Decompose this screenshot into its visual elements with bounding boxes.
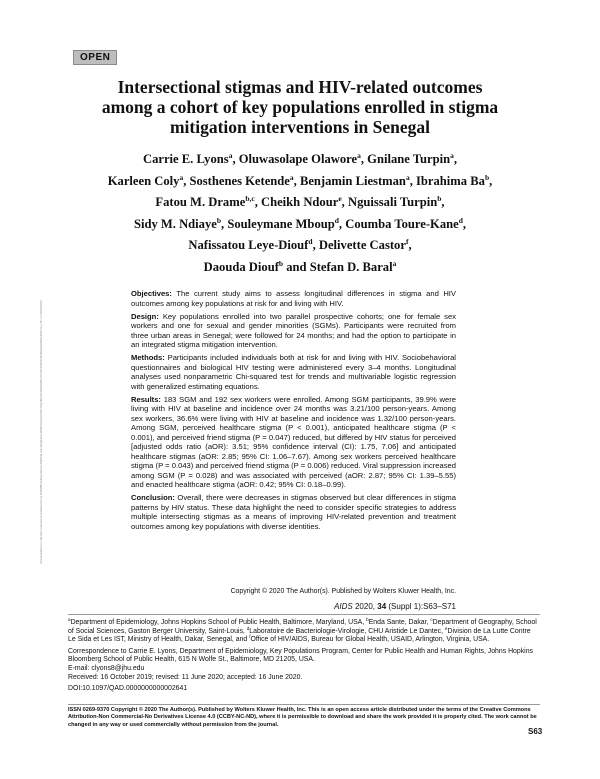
author-affiliation-marker: f xyxy=(405,237,409,246)
methods-label: Methods: xyxy=(131,353,165,362)
author-affiliation-marker: a xyxy=(392,258,397,268)
title-line: mitigation interventions in Senegal xyxy=(169,117,431,137)
author-name: Daouda Diouf xyxy=(203,259,279,274)
author-affiliation-marker: a xyxy=(289,172,294,182)
author-name: Oluwasolape Olawore xyxy=(238,152,358,166)
article-title xyxy=(30,77,570,137)
author-name: Ibrahima Ba xyxy=(416,173,485,188)
author-name: Coumba Toure-Kane xyxy=(345,216,459,231)
author-name: Sosthenes Ketende xyxy=(189,173,290,188)
results-label: Results: xyxy=(131,394,161,404)
author-name: Cheikh Ndour xyxy=(260,195,339,209)
author-affiliation-marker: a xyxy=(179,172,184,182)
open-access-badge: OPEN xyxy=(73,50,117,65)
received-dates: Received: 16 October 2019; revised: 11 June 2020; accepted: 16 June 2020. xyxy=(68,673,303,681)
author-affiliation-marker: b xyxy=(437,194,442,203)
author-affiliation-marker: b xyxy=(216,215,222,225)
email-address: E-mail: clyons8@jhu.edu xyxy=(68,664,145,672)
author-line: Fatou M. Drame$^{b,c}$, Cheikh Ndour$^e$, Nguissali Turpin$^b$, xyxy=(155,194,445,209)
download-watermark-text: Downloaded from http://journals.lww.com/aidsonline by BhDMf5ePHKav1zEoum1tQfN4a+kJLhEZgbsIHo4XMi0hCywCX1AWnYQp/IlQrHD3i3D0OdRyi7TvSFl4Cf3VC4/OAVpDDa8KKGKV0Ymy+78= on 09/14/2023 xyxy=(39,300,43,564)
affiliation-d: Laboratoire de Bacteriologie-Virologie, CHU Aristide Le Dantec, xyxy=(249,627,443,635)
author-affiliation-marker: a xyxy=(228,151,233,160)
author-affiliation-marker: d xyxy=(308,237,313,246)
objectives-text: The current study aims to assess longitudinal differences in stigma and HIV outcomes among key populations at risk for and living with HIV. xyxy=(131,289,456,308)
conclusion-label: Conclusion: xyxy=(131,493,175,502)
author-affiliation-marker: e xyxy=(338,194,342,203)
author-name: Fatou M. Drame xyxy=(155,195,246,209)
author-name: Carrie E. Lyons xyxy=(142,152,229,166)
design-label: Design: xyxy=(131,311,159,321)
affiliation-b: Enda Sante, Dakar, xyxy=(368,619,429,626)
design-text: Key populations enrolled into two parallel prospective cohorts; one for female sex workers and one for sexual and gender minorities (SGMs). Participants were recruited from three urban areas in Senegal; were followed for 24 months; and had the option to participate in an integrated stigma mitigation intervention. xyxy=(131,311,456,349)
author-name: and xyxy=(286,259,310,274)
affiliation-e: Division de La Lutte Contre Le Sida et Les IST, Ministry of Health, Dakar, Senegal, and xyxy=(68,627,531,644)
author-name: Stefan D. Baral xyxy=(309,259,393,274)
title-line: Intersectional stigmas and HIV-related outcomes xyxy=(117,77,483,97)
author-name: Gnilane Turpin xyxy=(367,152,451,166)
affiliation-c: Department of Geography, School of Social Sciences, Gaston Berger University, Saint-Louis, xyxy=(68,619,537,635)
author-name: Karleen Coly xyxy=(107,173,180,188)
author-name: Nafissatou Leye-Diouf xyxy=(188,238,309,252)
citation-volume: 34 xyxy=(377,602,387,611)
page-number: S63 xyxy=(528,727,543,736)
abstract-methods xyxy=(131,353,456,391)
author-affiliation-marker: b,c xyxy=(245,194,255,203)
results-text: 183 SGM and 192 sex workers were enrolled. Among SGM participants, 39.9% were living with HIV at baseline and incidence over 24 months was 3.21/100 person-years. Among sex workers, 36.6% were living with HIV at baseline and incidence was 1.32/100 person-years. Among SGM, perceived healthcare stigma (P < 0.001), anticipated healthcare stigma (P < 0.001), and perceived friend stigma (P = 0.047) reduced, but differed by HIV status for perceived [adjusted odds ratio (aOR): 3.51; 95% confidence interval (CI): 1.75, 7.06] and anticipated healthcare stigmas (aOR: 2.85; 95% CI: 1.06–7.67). Among sex workers perceived healthcare stigma (P = 0.043) and perceived friend stigma (P = 0.006) reduced. Viral suppression increased among SGM (P = 0.028) and was associated with perceived (aOR: 2.87; 95% CI: 1.39–5.55) and enacted healthcare stigma (aOR: 0.42; 95% CI: 0.18–0.99). xyxy=(131,394,456,489)
author-name: Nguissali Turpin xyxy=(347,195,438,209)
conclusion-text: Overall, there were decreases in stigmas observed but clear differences in stigma patterns by HIV status. These data highlight the need to consider specific strategies to address multiple intersecting stigmas as a means of improving HIV-related prevention and treatment outcomes among key populations with diverse identities. xyxy=(131,493,456,531)
author-affiliation-marker: b xyxy=(278,258,284,268)
author-affiliation-marker: a xyxy=(450,151,454,160)
methods-text: Participants included individuals both at risk for and living with HIV. Sociobehavioral questionnaires and biological HIV testing were administered every 3–4 months. Longitudinal analyses used nonparametric Chi-squared test for trends and multivariable logistic regression with generalized estimating equations. xyxy=(131,353,456,391)
objectives-label: Objectives: xyxy=(131,289,172,298)
title-line: among a cohort of key populations enrolled in stigma xyxy=(101,97,499,117)
author-affiliation-marker: d xyxy=(334,215,339,225)
author-name: Souleymane Mboup xyxy=(227,216,335,231)
author-list xyxy=(30,149,570,278)
article-footnotes xyxy=(68,619,540,694)
abstract-results xyxy=(131,395,456,490)
license-statement: ISSN 0269-9370 Copyright © 2020 The Author(s). Published by Wolters Kluwer Health, Inc. This is an open access article distributed under the terms of the Creative Commons Attribution-Non Commercial-No Derivatives License 4.0 (CCBY-NC-ND), where it is permissible to download and share the work provided it is properly cited. The work cannot be changed in any way or used commercially without permission from the journal. xyxy=(68,707,537,728)
author-line: Carrie E. Lyons$^a$, Oluwasolape Olawore$^a$, Gnilane Turpin$^a$, xyxy=(142,151,458,166)
download-watermark xyxy=(36,290,44,580)
author-name: Delivette Castor xyxy=(318,238,406,252)
journal-citation xyxy=(131,602,456,611)
doi: DOI:10.1097/QAD.0000000000002641 xyxy=(68,685,188,693)
abstract-design xyxy=(131,312,456,350)
author-affiliation-marker: a xyxy=(405,172,410,182)
journal-name: AIDS xyxy=(334,602,353,611)
citation-year: 2020, xyxy=(354,602,376,611)
author-name: Sidy M. Ndiaye xyxy=(133,216,217,231)
author-line: Nafissatou Leye-Diouf$^d$, Delivette Castor$^f$, xyxy=(188,237,412,252)
abstract xyxy=(131,289,456,535)
affiliations: $^a$Department of Epidemiology, Johns Hopkins School of Public Health, Baltimore, Maryland, USA, $^b$Enda Sante, Dakar, $^c$Department of Geography, School of Social Sciences, Gaston Berger University, Saint-Louis, $^d$Laboratoire de Bacteriologie-Virologie, CHU Aristide Le Dantec, $^e$Division de La Lutte Contre Le Sida et Les IST, Ministry of Health, Dakar, Senegal, and $^f$Office of HIV/AIDS, Bureau for Global Health, USAID, Arlington, Virginia, USA. xyxy=(68,617,537,644)
abstract-objectives xyxy=(131,289,456,308)
author-line: Karleen Coly$^a$, Sosthenes Ketende$^a$, Benjamin Liestman$^a$, Ibrahima Ba$^b$, xyxy=(107,172,493,188)
author-line: Sidy M. Ndiaye$^b$, Souleymane Mboup$^d$, Coumba Toure-Kane$^d$, xyxy=(133,215,467,231)
affiliation-a: Department of Epidemiology, Johns Hopkins School of Public Health, Baltimore, Maryland, USA, xyxy=(70,619,365,626)
author-affiliation-marker: d xyxy=(458,215,463,225)
author-line xyxy=(30,257,570,279)
author-affiliation-marker: a xyxy=(357,151,361,160)
correspondence: Correspondence to Carrie E. Lyons, Department of Epidemiology, Key Populations Program, Center for Public Health and Human Rights, Johns Hopkins Bloomberg School of Public Health, 615 N Wolfe St., Baltimore, MD 21205, USA. xyxy=(68,647,533,664)
footer-divider xyxy=(68,614,540,615)
citation-issue-pages: (Suppl 1):S63–S71 xyxy=(388,602,456,611)
author-affiliation-marker: b xyxy=(484,172,490,182)
affiliation-f: Office of HIV/AIDS, Bureau for Global Health, USAID, Arlington, Virginia, USA. xyxy=(250,636,490,644)
author-name: Benjamin Liestman xyxy=(299,173,406,188)
abstract-conclusion xyxy=(131,493,456,531)
license-divider xyxy=(68,704,540,705)
copyright-notice: Copyright © 2020 The Author(s). Published by Wolters Kluwer Health, Inc. xyxy=(230,588,456,595)
